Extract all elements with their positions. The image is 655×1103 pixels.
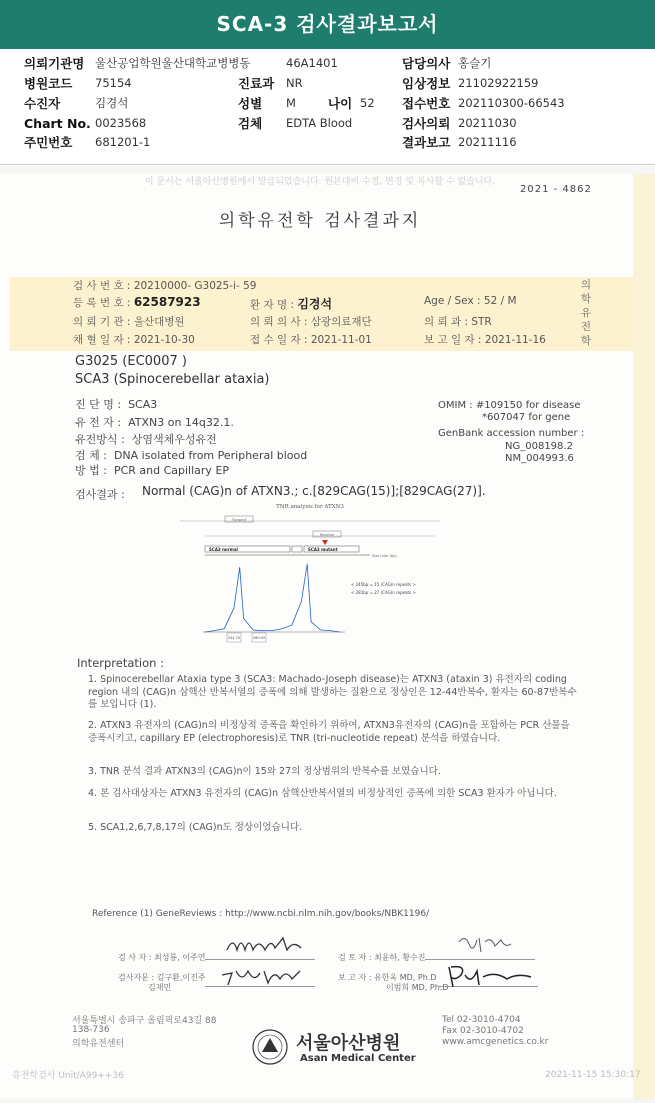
examiner-signature xyxy=(225,932,305,960)
side-char: 의 xyxy=(580,279,592,291)
reg-no-label: 등 록 번 호 : xyxy=(73,297,131,309)
doc-patient-value: 김경석 xyxy=(297,297,333,311)
reg-no-value: 62587923 xyxy=(133,295,201,309)
website-text: www.amcgenetics.co.kr xyxy=(442,1037,549,1047)
chart-mutant-label: SCA3 mutant xyxy=(308,547,338,552)
side-char: 학 xyxy=(580,293,592,305)
hospital-emblem-icon xyxy=(250,1028,294,1066)
chart-annotation-27: < 281bp = 27 (CAG)n repeats > xyxy=(351,590,416,595)
institution-label: 의뢰기관명 xyxy=(24,56,85,71)
gene-label: 유 전 자 : xyxy=(75,416,122,429)
side-char: 유 xyxy=(580,307,592,319)
tel-text: Tel 02-3010-4704 xyxy=(442,1015,521,1025)
test-code: G3025 (EC0007 ) xyxy=(75,354,187,369)
reviewer-text: 검 토 자 : 최윤하, 황수진 xyxy=(338,953,426,962)
advisor-signature xyxy=(220,961,315,989)
chart-trace-point xyxy=(291,625,292,626)
doc-doctor-value: 삼광의료재단 xyxy=(310,316,372,328)
chart-no-value: 0023568 xyxy=(95,116,147,130)
resident-label: 주민번호 xyxy=(24,135,73,150)
doctor-value: 홍슬기 xyxy=(458,56,492,70)
request-value: 20211030 xyxy=(458,116,517,130)
age-label: 나이 xyxy=(328,96,353,111)
doc-age-value: 52 xyxy=(483,295,498,307)
genbank-label: GenBank accession number : xyxy=(438,428,585,439)
doctor-label: 담당의사 xyxy=(402,56,451,71)
fax-text: Fax 02-3010-4702 xyxy=(442,1026,524,1036)
doc-report-value: 2021-11-16 xyxy=(484,334,546,346)
doc-report-label: 보 고 일 자 : xyxy=(424,334,482,346)
chart-trace-point xyxy=(263,630,264,631)
specimen-value: EDTA Blood xyxy=(286,116,353,130)
chart-peak2-label: 280.93 xyxy=(252,636,266,640)
doc-receipt-label: 접 수 일 자 : xyxy=(250,334,308,346)
print-time: 2021-11-15 15:30:17 xyxy=(545,1070,641,1080)
address-line-3: 의학유전센터 xyxy=(72,1039,125,1049)
watermark-text: 이 문서는 서울아산병원에서 발급되었습니다. 원본대비 수정, 변경 및 복사할 수 없습니다. xyxy=(144,177,496,187)
patient-value: 김경석 xyxy=(95,96,129,110)
test-no-label: 검 사 번 호 : xyxy=(73,280,131,292)
reporter-text: 보 고 자 : 유한욱 MD, Ph.D xyxy=(338,973,437,982)
hospital-code-value: 75154 xyxy=(95,76,132,90)
logo-korean: 서울아산병원 xyxy=(296,1033,401,1054)
clinical-value: 21102922159 xyxy=(458,76,539,90)
chart-no-label: Chart No. xyxy=(24,116,91,131)
chart-trace-point xyxy=(282,628,283,629)
chart-peak1-label: 244.70 xyxy=(227,636,241,640)
receipt-value: 202110300-66543 xyxy=(458,96,565,110)
doc-hospital-value: 울산대병원 xyxy=(133,316,185,328)
omim-disease: #109150 xyxy=(475,400,523,411)
diagnosis-value: SCA3 xyxy=(128,398,158,411)
omim-disease-note: for disease xyxy=(525,400,581,411)
chart-normal-label: SCA3 normal xyxy=(209,547,238,552)
side-vertical-label xyxy=(579,278,593,348)
doc-receipt-value: 2021-11-01 xyxy=(310,334,372,346)
chart-trace-line xyxy=(205,564,340,632)
chart-trace-point xyxy=(330,630,331,631)
chart-trace-point xyxy=(307,564,308,565)
document-title: 의학유전학 검사결과지 xyxy=(218,211,422,231)
chart-gap-box xyxy=(292,546,302,552)
side-char: 전 xyxy=(580,321,592,333)
gene-value: ATXN3 on 14q32.1. xyxy=(128,416,234,429)
doc-sex-value: M xyxy=(507,295,517,307)
method-label: 방 법 : xyxy=(75,464,107,477)
sex-value: M xyxy=(286,96,296,110)
chart-trace-point xyxy=(234,608,235,609)
department-label: 진료과 xyxy=(238,76,275,91)
reviewer-signature xyxy=(455,932,515,960)
method-value: PCR and Capillary EP xyxy=(113,464,230,477)
reporter-text-2: 이범희 MD, Ph.D xyxy=(386,983,449,992)
doc-specimen-label: 검 체 : xyxy=(75,449,107,462)
doc-dept-label: 의 뢰 과 : xyxy=(424,316,468,328)
interpretation-3: 3. TNR 분석 결과 ATXN3의 (CAG)n이 15와 27의 정상범위의 반복수를 보였습니다. xyxy=(88,766,441,777)
inheritance-label: 유전방식 : xyxy=(75,433,125,446)
logo-english: Asan Medical Center xyxy=(300,1053,416,1064)
result-value: Normal (CAG)n of ATXN3.; c.[829CAG(15)];[829CAG(27)]. xyxy=(142,484,486,498)
chart-trace-point xyxy=(214,630,215,631)
clinical-label: 임상정보 xyxy=(402,76,451,91)
doc-hospital-label: 의 뢰 기 관 : xyxy=(73,316,131,328)
omim-gene: *607047 xyxy=(482,412,526,423)
interpretation-1: 1. Spinocerebellar Ataxia type 3 (SCA3: Machado-Joseph disease)는 ATXN3 (ataxin 3) 유전자의 coding region 내의 (CAG)n 삼핵산 반복서열의 증폭에 의해 발생하는 질환으로 정상인은 12-44반복수, 환자는 60-87반복수를 보입니다 (1). xyxy=(88,674,577,710)
chart-trace-point xyxy=(224,628,225,629)
chart-trace-point xyxy=(243,618,244,619)
paper-edge xyxy=(633,174,655,1099)
department-value: NR xyxy=(286,76,303,90)
resident-value: 681201-1 xyxy=(95,135,151,149)
tnr-chart xyxy=(175,502,445,644)
interpretation-5: 5. SCA1,2,6,7,8,17의 (CAG)n도 정상이었습니다. xyxy=(88,822,303,833)
receipt-label: 접수번호 xyxy=(402,96,451,111)
doc-specimen-value: DNA isolated from Peripheral blood xyxy=(113,449,308,462)
chart-trace-group xyxy=(205,564,341,633)
report-header xyxy=(0,49,655,165)
side-char: 학 xyxy=(580,335,592,347)
reference-text: Reference (1) GeneReviews : http://www.ncbi.nlm.nih.gov/books/NBK1196/ xyxy=(92,909,430,919)
advisor-text-2: 김재민 xyxy=(148,983,172,992)
interpretation-title: Interpretation : xyxy=(77,656,164,670)
report-date-label: 결과보고 xyxy=(402,135,451,150)
chart-annotation-15: < 245bp = 15 (CAG)n repeats > xyxy=(351,582,416,587)
institution-value: 울산공업학원울산대학교병병동 xyxy=(95,56,251,70)
inheritance-value: 상염색체우성유전 xyxy=(131,433,217,446)
genbank-2: NM_004993.6 xyxy=(505,453,574,464)
omim-label: OMIM : xyxy=(438,400,473,411)
advisor-text: 검사자문 : 김구환,이진주 xyxy=(118,973,206,982)
form-id: 유전학검사 Unit/A99++36 xyxy=(12,1071,124,1081)
report-date-value: 20211116 xyxy=(458,135,517,149)
doc-doctor-label: 의 뢰 의 사 : xyxy=(250,316,308,328)
examiner-text: 검 사 자 : 최성룡, 이주연 xyxy=(118,953,206,962)
document-number: 2021 - 4862 xyxy=(520,184,592,195)
doc-dept-value: STR xyxy=(471,316,492,328)
result-label: 검사결과 : xyxy=(75,488,125,501)
chart-trace-point xyxy=(320,630,321,631)
patient-label: 수진자 xyxy=(24,96,61,111)
chart-title: TNR analysis for ATXN3 xyxy=(276,504,344,510)
chart-xlabel: Size ruler (bp) xyxy=(372,554,397,558)
hospital-code-label: 병원코드 xyxy=(24,76,73,91)
age-sex-label: Age / Sex : xyxy=(424,295,481,307)
address-line-1: 서울특별시 송파구 올림픽로43길 88 xyxy=(72,1016,217,1026)
doc-patient-label: 환 자 명 : xyxy=(250,299,294,311)
genbank-1: NG_008198.2 xyxy=(505,441,573,452)
scanned-document: 이 문서는 서울아산병원에서 발급되었습니다. 원본대비 수정, 변경 및 복사할 수 없습니다. 2021 - 4862 의학유전학 검사결과지 검 사 번 호 : 20210000- G3025-i- 59 등 록 번 호 : 62587923 환 자 명 : 김경석 Age / Sex : 52 / M 의 뢰 기 관 : 울산대병원 의 뢰 의 사 : 삼광의료재단 의 뢰 과 : STR 채 혈 일 자 : 2021-10-30 접 수 일 자 : 2021-11-01 보 고 일 자 : 2021-11-16 의 학 유 전 학 G3025 (EC0007 ) SCA3 (Spinocerebellar ataxia) 진 단 명 : SCA3 유 전 자 : ATXN3 on 14q32.1. 유전방식 : 상염색체우성유전 검 체 : DNA isolated from Peripheral blood 방 법 : PCR and Capillary EP OMIM : #109150 for disease *607047 for gene GenBank accession number : NG_008198.2 NM_004993.6 검사결과 : Normal (CAG)n of ATXN3.; c.[829CAG(15)];[829CAG(27)]. TNR analysis for ATXN3 Forward Reverse SCA3 normal SCA3 mutant Size ruler (bp) < 245bp = 15 (CAG)n repeats > < 281bp = 27 (CAG)n repeats > 244.70 280.93 Interpretation : 1. Spinocerebellar Ataxia type 3 (SCA3: Machado-Joseph disease)는 ATXN3 (ataxin 3) 유전자의 coding region 내의 (CAG)n 삼핵산 반복서열의 증폭에 의해 발생하는 질환으로 정상인은 12-44반복수, 환자는 60-87반복수를 보입니다 (1). 2. ATXN3 유전자의 (CAG)n의 비정상적 증폭을 확인하기 위하여, ATXN3유전자의 (CAG)n을 포함하는 PCR 산물을 증폭시키고, capillary EP (electrophoresis)로 TNR (tri-nucleotide repeat) 분석을 하였습니다. 3. TNR 분석 결과 ATXN3의 (CAG)n이 15와 27의 정상범위의 반복수를 보였습니다. 4. 본 검사대상자는 ATXN3 유전자의 (CAG)n 삼핵산반복서열의 비정상적인 증폭에 의한 SCA3 환자가 아닙니다. 5. SCA1,2,6,7,8,17의 (CAG)n도 정상이었습니다. Reference (1) GeneReviews : http://www.ncbi.nlm.nih.gov/books/NBK1196/ 검 사 자 : 최성룡, 이주연 검 토 자 : 최윤하, 황수진 검사자문 : 김구환,이진주 김재민 보 고 자 : 유한욱 MD, Ph.D 이범희 MD, Ph.D 서울특별시 송파구 올림픽로43길 88 138-736 의학유전센터 Tel 02-3010-4704 Fax 02-3010-4702 www.amcgenetics.co.kr 서울아산병원 Asan Medical Center 유전학검사 Unit/A99++36 2021-11-15 15:30:17 xyxy=(0,166,655,1103)
specimen-label: 검체 xyxy=(238,116,263,131)
test-name: SCA3 (Spinocerebellar ataxia) xyxy=(75,372,270,387)
reporter-signature xyxy=(445,961,535,991)
sex-label: 성별 xyxy=(238,96,263,111)
report-title: SCA-3 검사결과보고서 xyxy=(0,0,655,49)
institution-code: 46A1401 xyxy=(286,56,338,70)
collect-label: 채 혈 일 자 : xyxy=(73,334,131,346)
chart-trace-point xyxy=(301,601,302,602)
interpretation-4: 4. 본 검사대상자는 ATXN3 유전자의 (CAG)n 삼핵산반복서열의 비정상적인 증폭에 의한 SCA3 환자가 아닙니다. xyxy=(88,788,557,799)
chart-trace-point xyxy=(239,567,240,568)
collect-value: 2021-10-30 xyxy=(133,334,195,346)
chart-trace-point xyxy=(253,630,254,631)
omim-gene-note: for gene xyxy=(528,412,571,423)
chart-forward-label: Forward xyxy=(231,518,247,522)
address-line-2: 138-736 xyxy=(72,1025,110,1035)
age-value: 52 xyxy=(360,96,375,110)
chart-trace-point xyxy=(272,630,273,631)
chart-marker-icon xyxy=(322,540,328,545)
chart-trace-point xyxy=(311,621,312,622)
interpretation-2: 2. ATXN3 유전자의 (CAG)n의 비정상적 증폭을 확인하기 위하여, ATXN3유전자의 (CAG)n을 포함하는 PCR 산물을 증폭시키고, capillary EP (electrophoresis)로 TNR (tri-nucleotide repeat) 분석을 하였습니다. xyxy=(88,720,570,744)
test-no-value: 20210000- G3025-i- 59 xyxy=(133,280,257,292)
diagnosis-label: 진 단 명 : xyxy=(75,398,122,411)
chart-reverse-label: Reverse xyxy=(319,533,335,537)
request-label: 검사의뢰 xyxy=(402,116,451,131)
